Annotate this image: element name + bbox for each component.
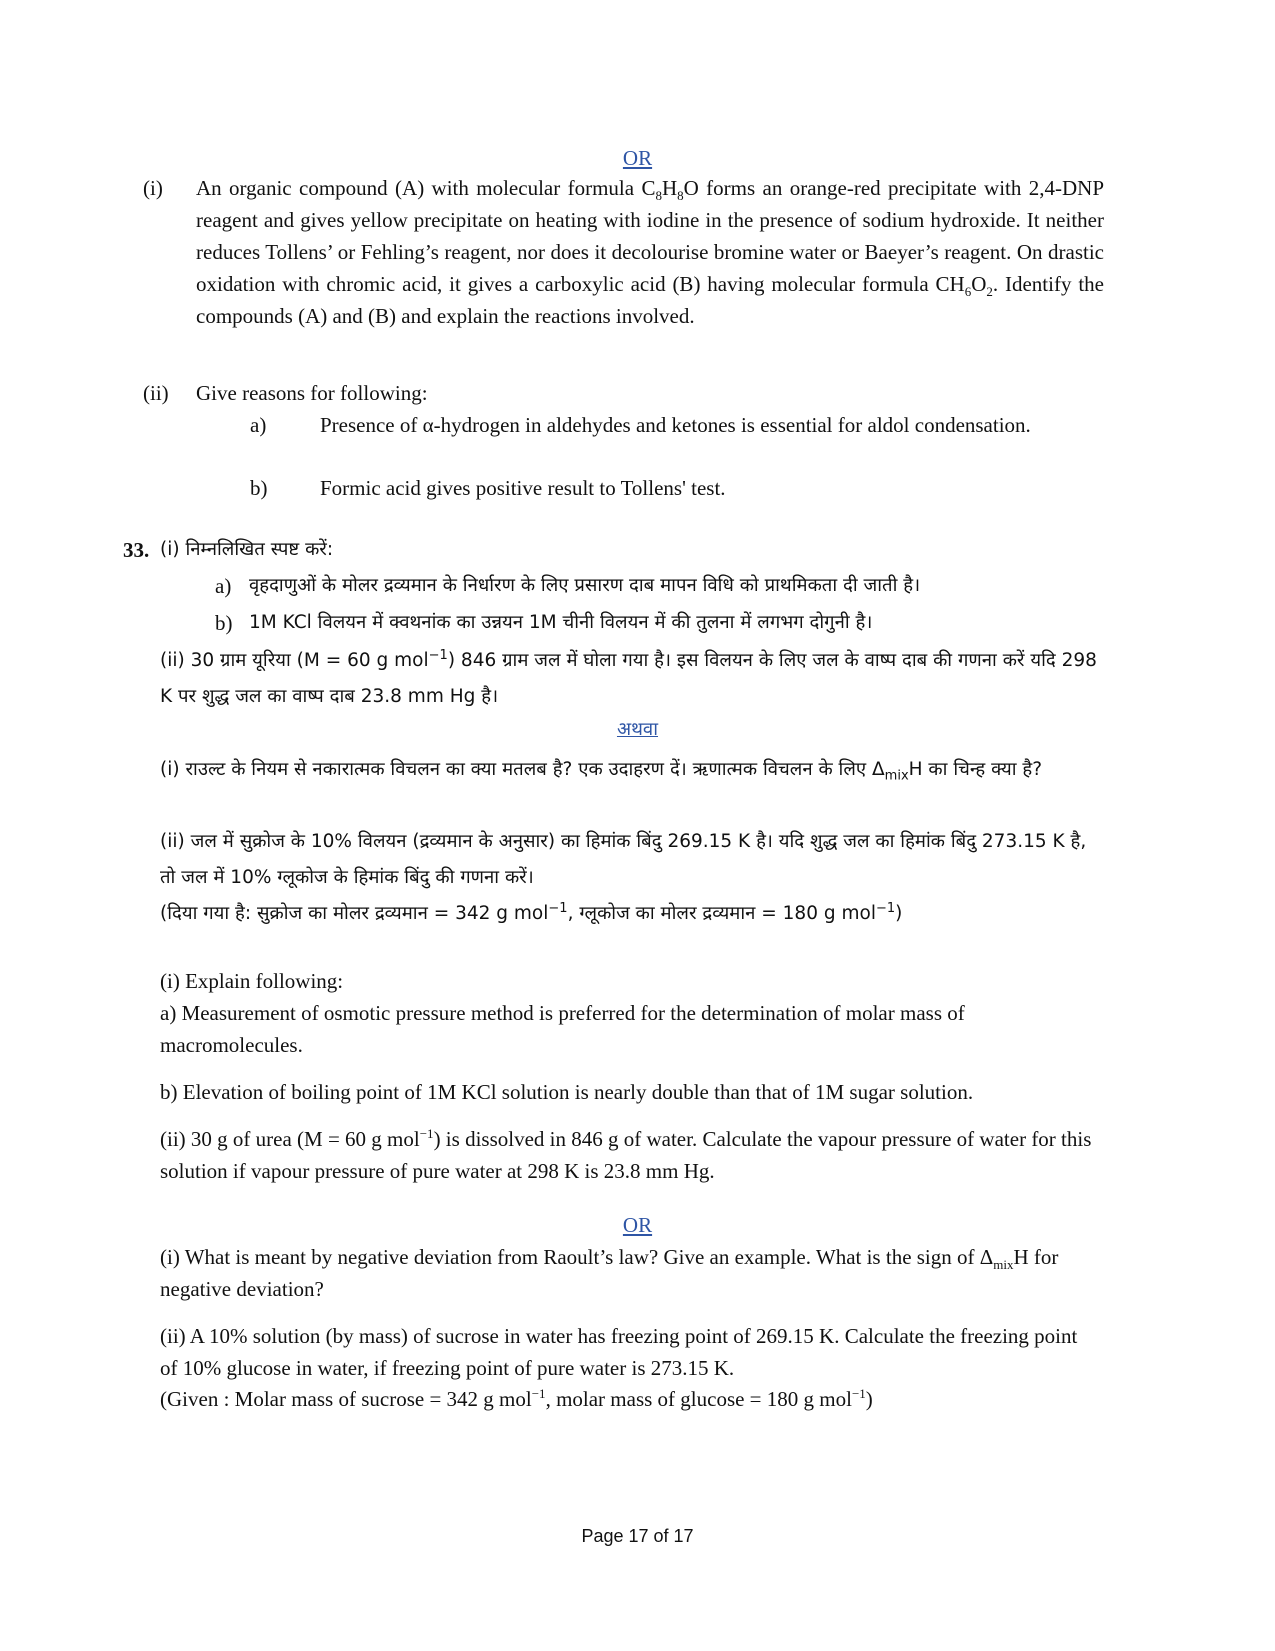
reason-a: Presence of α-hydrogen in aldehydes and ketones is essential for aldol condensation. (320, 413, 1031, 437)
question-33-hindi-part-ii: (ii) 30 ग्राम यूरिया (M = 60 g mol$^{-1}$) 846 ग्राम जल में घोला गया है। इस विलयन के लिए जल के वाष्प दाब की गणना करें यदि 298 K पर शुद्ध जल का वाष्प दाब 23.8 mm Hg है। (160, 647, 1097, 707)
question-number: 33. (123, 538, 150, 562)
sub-item-label: b) (250, 476, 268, 500)
item-number: (ii) (143, 381, 169, 405)
english-explain-a: a) Measurement of osmotic pressure method is preferred for the determination of molar mass of macromolecules. (160, 1001, 965, 1057)
english-explain-b: b) Elevation of boiling point of 1M KCl solution is nearly double than that of 1M sugar solution. (160, 1080, 974, 1104)
reason-b: Formic acid gives positive result to Tollens' test. (320, 476, 726, 500)
or-heading: OR (622, 1213, 653, 1237)
english-given-data: (Given : Molar mass of sucrose = 342 g mol$^{-1}$, molar mass of glucose = 180 g mol$^{-1}$) (160, 1386, 873, 1411)
page-number: Page 17 of 17 (581, 1526, 694, 1546)
english-or-part-ii: (ii) A 10% solution (by mass) of sucrose in water has freezing point of 269.15 K. Calculate the freezing point of 10% glucose in water, if freezing point of pure water is 273.15 K. (160, 1324, 1078, 1380)
hindi-explain-b: 1M KCl विलयन में क्वथनांक का उन्नयन 1M चीनी विलयन में की तुलना में लगभग दोगुनी है। (249, 612, 873, 633)
hindi-or-part-ii: (ii) जल में सुक्रोज के 10% विलयन (द्रव्यमान के अनुसार) का हिमांक बिंदु 269.15 K है। यदि शुद्ध जल का हिमांक बिंदु 273.15 K है, तो जल में 10% ग्लूकोज के हिमांक बिंदु की गणना करें। (160, 831, 1087, 888)
question-33-hindi-part-i: (i) निम्नलिखित स्पष्ट करें: (160, 539, 334, 560)
english-or-part-i: (i) What is meant by negative deviation from Raoult’s law? Give an example. What is the sign of $\Delta_{mix}H$ for negative deviation? (160, 1245, 1059, 1301)
sub-item-label: a) (215, 574, 232, 598)
item-number: (i) (143, 176, 163, 200)
question-33-english-part-i: (i) Explain following: (160, 969, 344, 993)
question-33-english-part-ii: (ii) 30 g of urea (M = 60 g mol$^{-1}$) is dissolved in 846 g of water. Calculate the vapour pressure of water for this solution if vapour pressure of pure water at 298 K is 23.8 mm Hg. (160, 1126, 1092, 1183)
hindi-or-part-i: (i) राउल्ट के नियम से नकारात्मक विचलन का क्या मतलब है? एक उदाहरण दें। ऋणात्मक विचलन के लिए $\Delta_{mix}H$ का चिन्ह क्या है? (160, 759, 1043, 784)
question-32-or-part-i: An organic compound (A) with molecular formula $C_8H_8O$ forms an orange-red precipitate with 2,4-DNP reagent and gives yellow precipitate on heating with iodine in the presence of sodium hydroxide. It neither reduces Tollens’ or Fehling’s reagent, nor does it decolourise bromine water or Baeyer’s reagent. On drastic oxidation with chromic acid, it gives a carboxylic acid (B) having molecular formula $CH_6O_2$. Identify the compounds (A) and (B) and explain the reactions involved. (196, 176, 1105, 328)
athva-heading: अथवा (616, 719, 659, 740)
or-heading: OR (622, 146, 653, 170)
sub-item-label: a) (250, 413, 267, 437)
question-32-or-part-ii: Give reasons for following: (196, 381, 428, 405)
hindi-explain-a: वृहदाणुओं के मोलर द्रव्यमान के निर्धारण के लिए प्रसारण दाब मापन विधि को प्राथमिकता दी जाती है। (249, 575, 921, 596)
sub-item-label: b) (215, 611, 233, 635)
hindi-given-data: (दिया गया है: सुक्रोज का मोलर द्रव्यमान = 342 g mol$^{-1}$, ग्लूकोज का मोलर द्रव्यमान = 180 g mol$^{-1}$) (160, 900, 903, 924)
